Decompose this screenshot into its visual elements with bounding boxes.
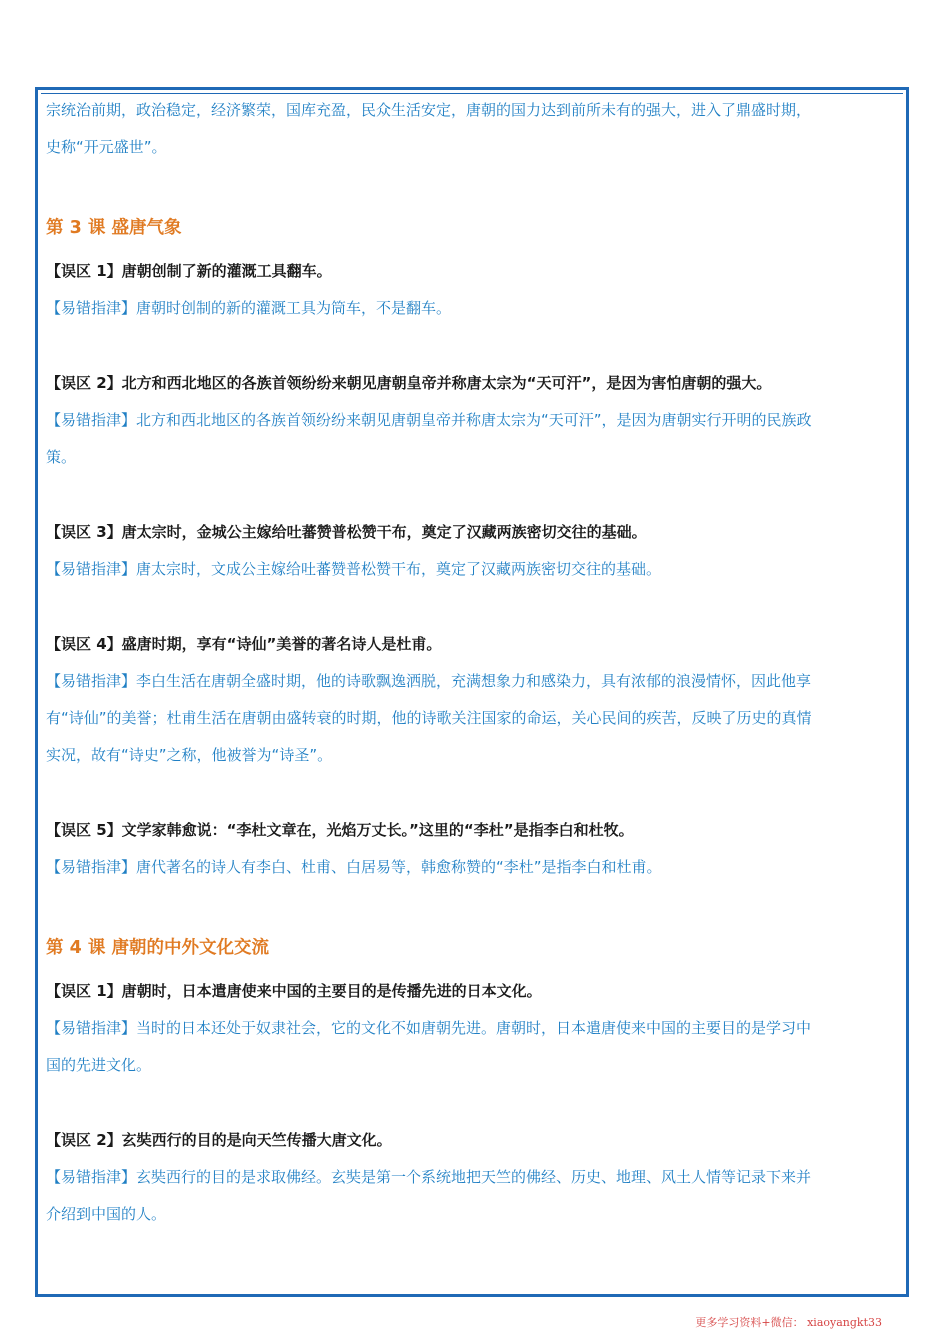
error-statement: 【误区 1】唐朝创制了新的灌溉工具翻车。	[46, 262, 332, 280]
hint-line: 国的先进文化。	[46, 1056, 152, 1074]
hint-line: 【易错指津】李白生活在唐朝全盛时期，他的诗歌飘逸洒脱，充满想象力和感染力，具有浓郁的浪漫情怀，因此他享	[46, 672, 812, 690]
footer-watermark: 更多学习资料+微信： xiaoyangkt33	[695, 1316, 882, 1329]
lesson-3-item-4	[46, 626, 908, 774]
error-statement: 【误区 2】北方和西北地区的各族首领纷纷来朝见唐朝皇帝并称唐太宗为“天可汗”，是因为害怕唐朝的强大。	[46, 374, 772, 392]
error-statement: 【误区 2】玄奘西行的目的是向天竺传播大唐文化。	[46, 1131, 392, 1149]
lesson-3-title: 第 3 课 盛唐气象	[46, 218, 182, 238]
hint-line: 实况，故有“诗史”之称，他被誉为“诗圣”。	[46, 746, 333, 764]
hint-line: 【易错指津】唐朝时创制的新的灌溉工具为筒车，不是翻车。	[46, 299, 452, 317]
lesson-3-item-3	[46, 514, 908, 588]
lesson-4-title: 第 4 课 唐朝的中外文化交流	[46, 938, 269, 958]
hint-line: 有“诗仙”的美誉；杜甫生活在唐朝由盛转衰的时期，他的诗歌关注国家的命运，关心民间的疾苦，反映了历史的真情	[46, 709, 812, 727]
hint-line: 【易错指津】玄奘西行的目的是求取佛经。玄奘是第一个系统地把天竺的佛经、历史、地理、风土人情等记录下来并	[46, 1168, 812, 1186]
lesson-4-item-1	[46, 973, 908, 1084]
hint-line: 策。	[46, 448, 77, 466]
hint-line: 【易错指津】唐代著名的诗人有李白、杜甫、白居易等，韩愈称赞的“李杜”是指李白和杜甫。	[46, 858, 662, 876]
error-statement: 【误区 5】文学家韩愈说：“李杜文章在，光焰万丈长。”这里的“李杜”是指李白和杜牧。	[46, 821, 634, 839]
lesson-4-item-2	[46, 1122, 908, 1233]
hint-line: 【易错指津】当时的日本还处于奴隶社会，它的文化不如唐朝先进。唐朝时，日本遣唐使来中国的主要目的是学习中	[46, 1019, 812, 1037]
lesson-3-item-5	[46, 812, 908, 886]
hint-line: 介绍到中国的人。	[46, 1205, 167, 1223]
lesson-3-item-2	[46, 365, 908, 476]
hint-line: 【易错指津】唐太宗时，文成公主嫁给吐蕃赞普松赞干布，奠定了汉藏两族密切交往的基础。	[46, 560, 662, 578]
document-body	[46, 92, 908, 1233]
error-statement: 【误区 1】唐朝时，日本遣唐使来中国的主要目的是传播先进的日本文化。	[46, 982, 542, 1000]
error-statement: 【误区 4】盛唐时期，享有“诗仙”美誉的著名诗人是杜甫。	[46, 635, 442, 653]
intro-line-2: 史称“开元盛世”。	[46, 138, 167, 156]
error-statement: 【误区 3】唐太宗时，金城公主嫁给吐蕃赞普松赞干布，奠定了汉藏两族密切交往的基础。	[46, 523, 647, 541]
intro-line-1: 宗统治前期，政治稳定，经济繁荣，国库充盈，民众生活安定，唐朝的国力达到前所未有的强大，进入了鼎盛时期，	[46, 101, 812, 119]
lesson-3-item-1	[46, 253, 908, 327]
hint-line: 【易错指津】北方和西北地区的各族首领纷纷来朝见唐朝皇帝并称唐太宗为“天可汗”，是因为唐朝实行开明的民族政	[46, 411, 812, 429]
